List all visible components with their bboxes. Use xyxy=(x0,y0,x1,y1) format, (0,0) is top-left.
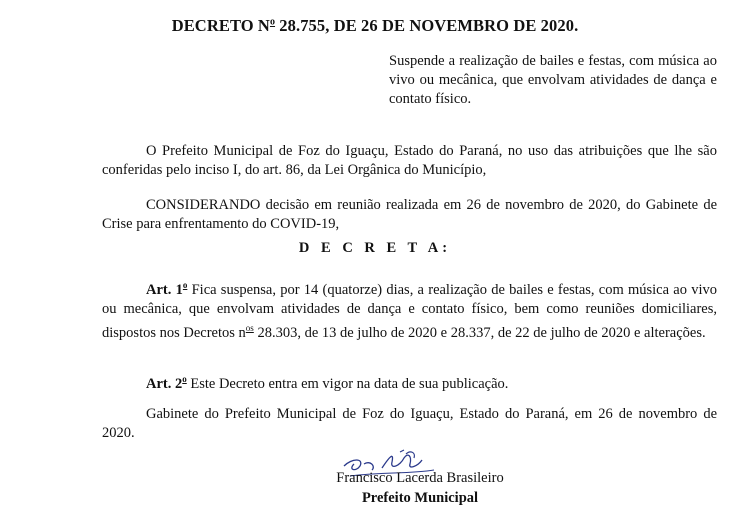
title-prefix: DECRETO N xyxy=(171,16,270,35)
article-2-text: Este Decreto entra em vigor na data de sua publicação. xyxy=(186,375,509,392)
title-rest: 28.755, DE 26 DE NOVEMBRO DE 2020. xyxy=(275,16,579,35)
preamble-paragraph: O Prefeito Municipal de Foz do Iguaçu, Estado do Paraná, no uso das atribuições que lhe são conferidas pelo inciso I, do art. 86, da Lei Orgânica do Município, xyxy=(102,143,717,178)
decretos-nos xyxy=(245,322,254,341)
decree-title xyxy=(0,16,750,36)
article-2-ordinal: o xyxy=(182,374,187,384)
signer-name: Francisco Lacerda Brasileiro xyxy=(336,470,504,486)
signature-block xyxy=(300,448,540,514)
article-1-text-after: 28.303, de 13 de julho de 2020 e 28.337, de 22 de julho de 2020 e alterações. xyxy=(253,324,706,341)
article-1-label xyxy=(146,282,187,298)
decree-ementa: Suspende a realização de bailes e festas, com música ao vivo ou mecânica, que envolvam atividades de dança e contato físico. xyxy=(389,53,717,107)
article-2-label-text: Art. 2 xyxy=(146,375,183,392)
title-ordinal: o xyxy=(269,16,276,28)
signer-title: Prefeito Municipal xyxy=(361,490,479,506)
closing-paragraph: Gabinete do Prefeito Municipal de Foz do Iguaçu, Estado do Paraná, em 26 de novembro de 2020. xyxy=(102,406,717,441)
decretos-nos-ordinal: os xyxy=(245,322,254,333)
considerando-paragraph: CONSIDERANDO decisão em reunião realizada em 26 de novembro de 2020, do Gabinete de Crise para enfrentamento do COVID-19, xyxy=(102,197,717,232)
article-1-ordinal: o xyxy=(182,280,188,290)
decreta-heading: D E C R E T A: xyxy=(298,240,452,256)
article-1 xyxy=(102,276,717,343)
article-1-label-text: Art. 1 xyxy=(146,281,183,298)
article-1-text-before: Fica suspensa, por 14 (quatorze) dias, a realização de bailes e festas, com música ao vivo ou mecânica, que envolvam atividades de dança e contato físico, bem como reuniões domiciliares, dispostos nos Decretos n xyxy=(102,281,717,341)
article-2-label xyxy=(146,376,187,392)
article-2 xyxy=(102,370,717,394)
